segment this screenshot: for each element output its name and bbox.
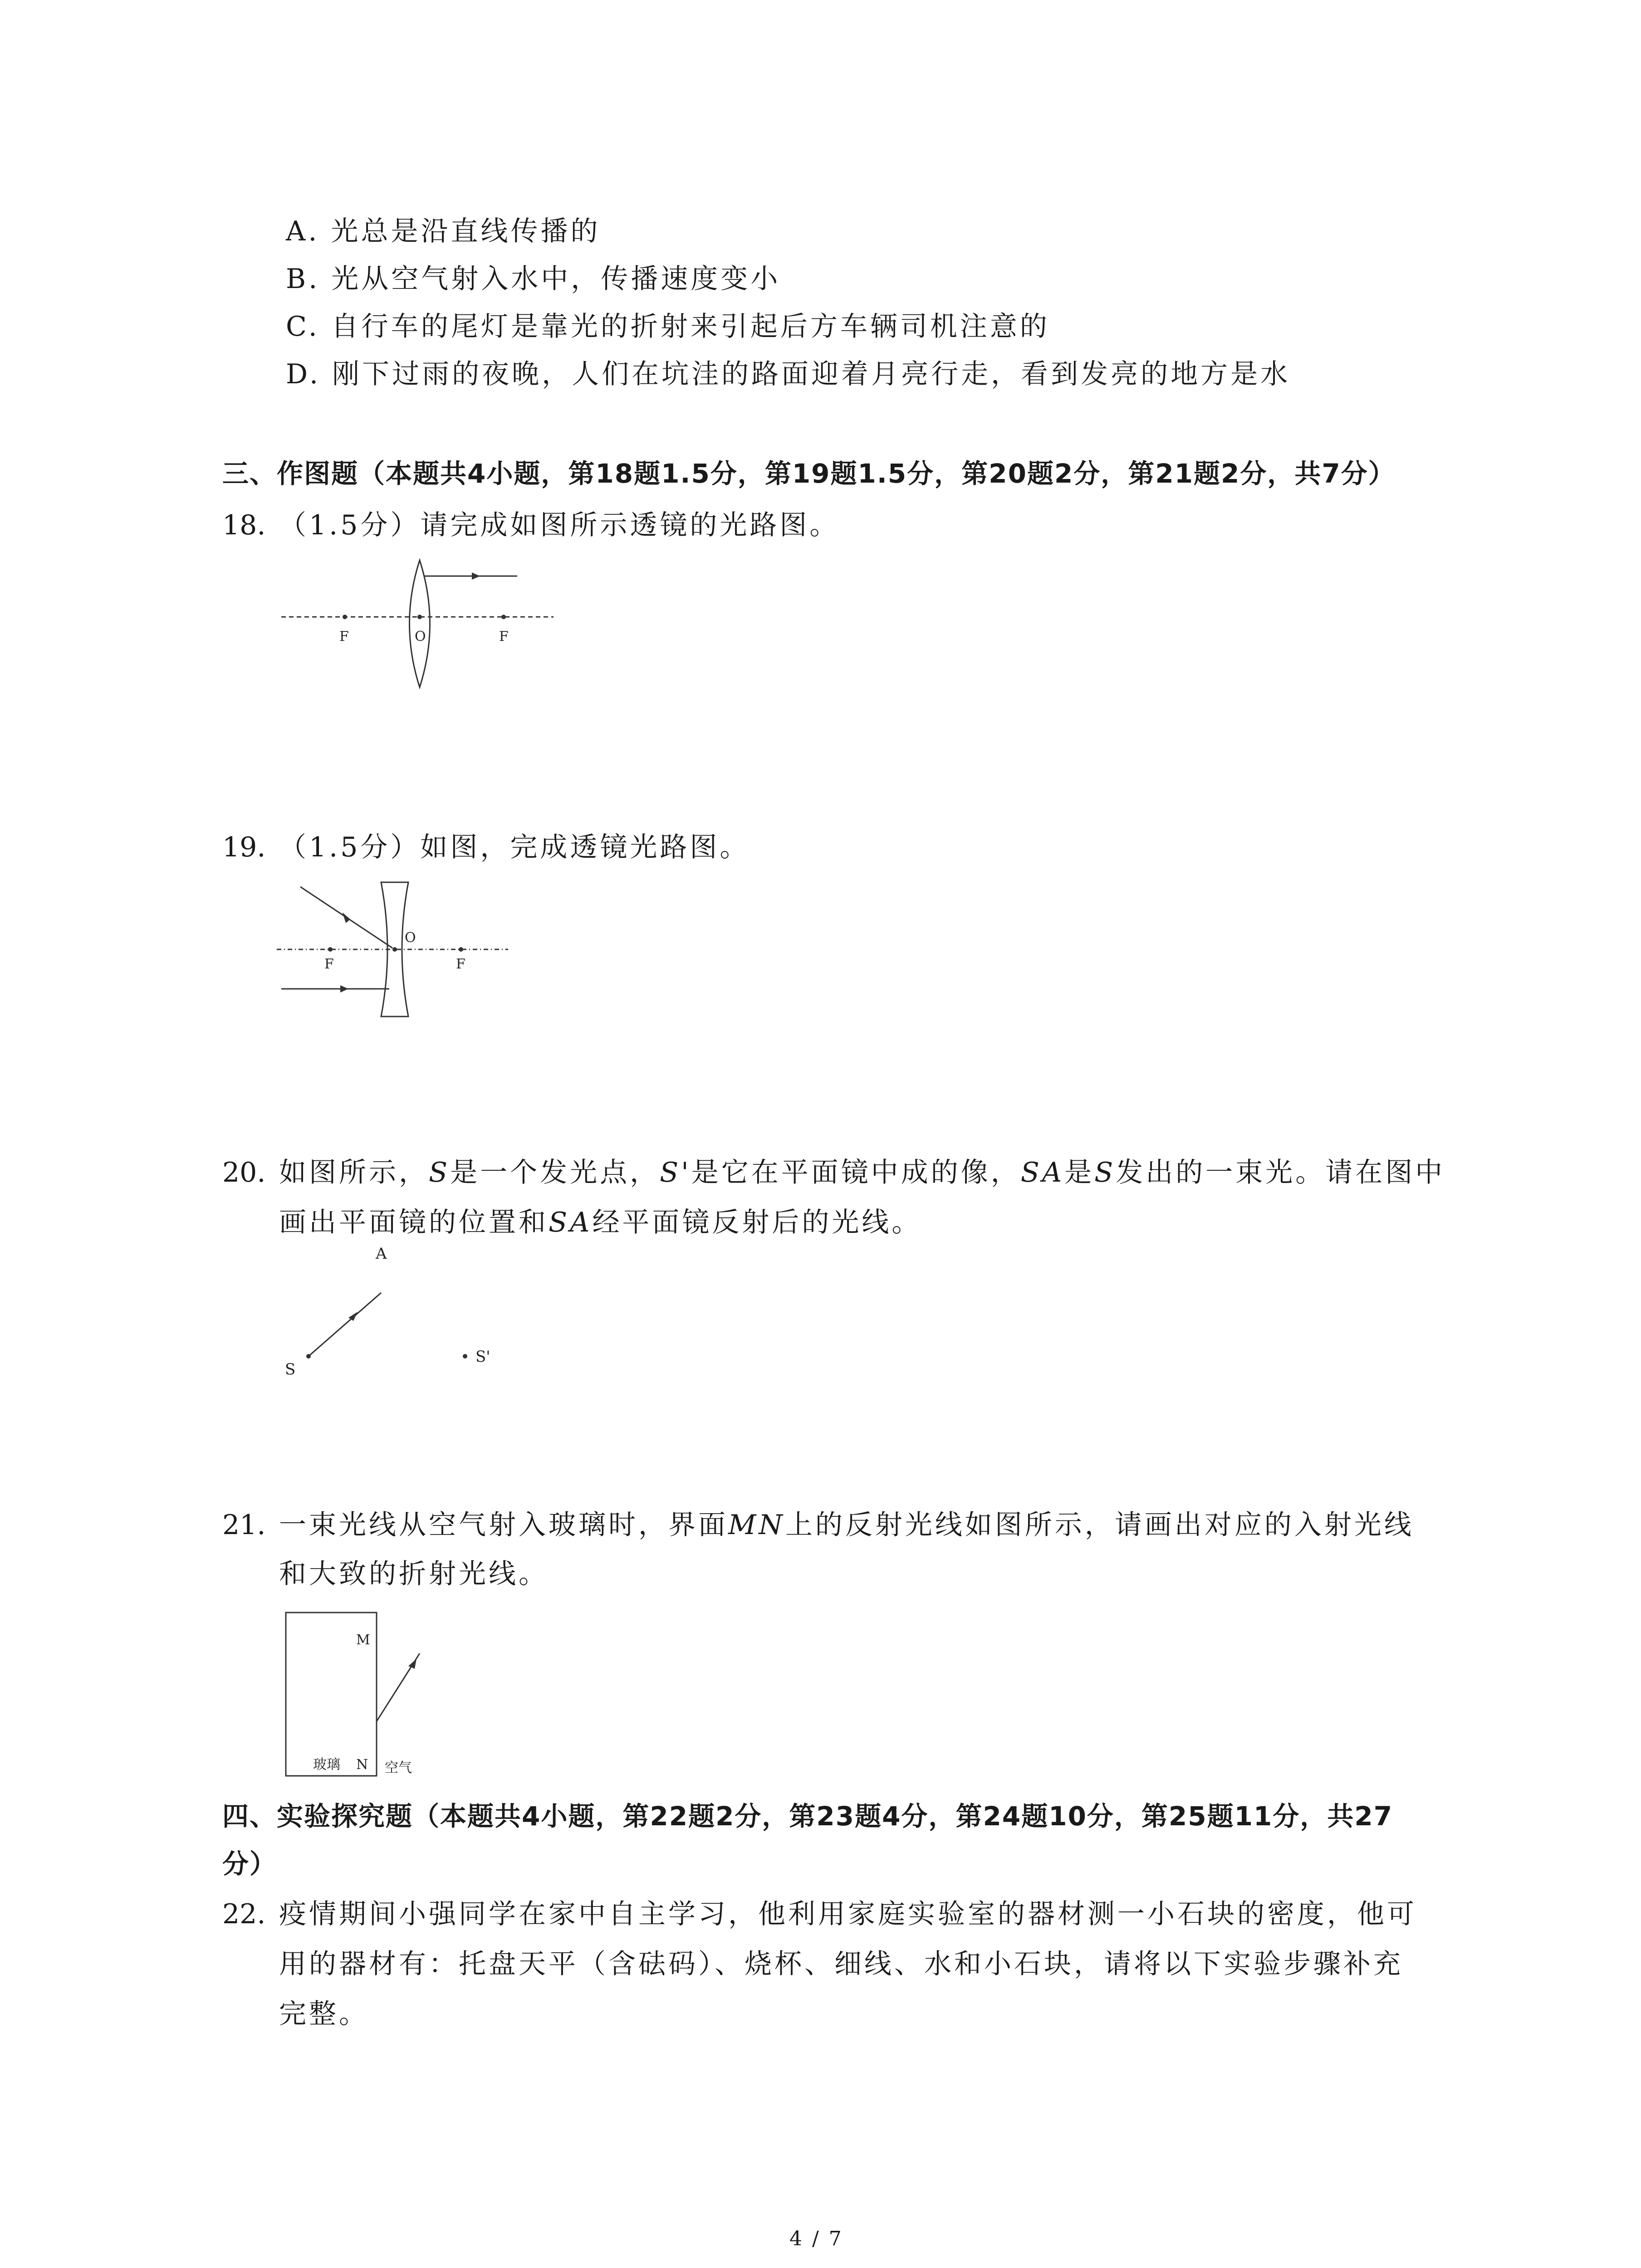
- q19-text: （1.5分）如图，完成透镜光路图。: [279, 831, 750, 863]
- q21-number: 21.: [222, 1509, 266, 1541]
- q18-label-f-right: F: [499, 629, 509, 645]
- q21-line-1: [279, 1511, 1414, 1539]
- q17-option-d: D. 刚下过雨的夜晚，人们在坑洼的路面迎着月亮行走，看到发亮的地方是水: [286, 358, 1291, 390]
- q20-label-s: S: [285, 1360, 296, 1378]
- q21-var-mn: MN: [728, 1509, 785, 1541]
- q18-convex-lens-figure: [272, 551, 567, 696]
- q20-line-2: [279, 1209, 921, 1236]
- q17-option-b: B. 光从空气射入水中，传播速度变小: [286, 263, 781, 295]
- page-number: 4 / 7: [789, 2227, 843, 2250]
- q22-line-1: 疫情期间小强同学在家中自主学习，他利用家庭实验室的器材测一小石块的密度，他可: [279, 1898, 1417, 1930]
- q22-number: 22.: [222, 1898, 266, 1930]
- q20-text-part: 经平面镜反射后的光线。: [592, 1207, 922, 1238]
- q20-line-1: [279, 1159, 1445, 1186]
- q20-plane-mirror-figure: [272, 1243, 508, 1388]
- q20-text-part: 是一个发光点，: [450, 1157, 660, 1188]
- q18-label-f-left: F: [339, 629, 349, 645]
- q21-refraction-figure: [281, 1608, 472, 1780]
- q20-label-a: A: [376, 1245, 387, 1263]
- q22-line-2: 用的器材有：托盘天平（含砝码）、烧杯、细线、水和小石块，请将以下实验步骤补充: [279, 1948, 1403, 1980]
- q20-text-part: 是: [1064, 1157, 1095, 1188]
- q21-label-m: M: [356, 1632, 370, 1648]
- q20-text-part: 如图所示，: [279, 1157, 429, 1188]
- q19-concave-lens-figure: [272, 869, 526, 1023]
- q21-label-air: 空气: [385, 1760, 412, 1776]
- q20-var-s: S: [429, 1157, 451, 1188]
- q18-number: 18.: [222, 509, 266, 541]
- q17-option-c: C. 自行车的尾灯是靠光的折射来引起后方车辆司机注意的: [286, 311, 1050, 342]
- q20-text-part: 发出的一束光。请在图中: [1116, 1157, 1445, 1188]
- q18-label-o: O: [415, 629, 426, 645]
- q19-label-f-right: F: [456, 956, 465, 972]
- q20-var-sa: SA: [549, 1207, 593, 1238]
- q21-text-part: 一束光线从空气射入玻璃时，界面: [279, 1509, 728, 1541]
- q22-line-3: 完整。: [279, 1998, 369, 2030]
- q20-text-part: 是它在平面镜中成的像，: [691, 1157, 1021, 1188]
- q21-text-part: 上的反射光线如图所示，请画出对应的入射光线: [785, 1509, 1414, 1541]
- q18-text: （1.5分）请完成如图所示透镜的光路图。: [279, 509, 840, 541]
- q20-var-s-image: S': [660, 1157, 691, 1188]
- q19-number: 19.: [222, 831, 266, 863]
- q20-var-s: S: [1094, 1157, 1116, 1188]
- q20-label-s-image: S': [475, 1348, 490, 1366]
- section-4-heading-line-1: 四、实验探究题（本题共4小题，第22题2分，第23题4分，第24题10分，第25题11分，共27: [222, 1801, 1393, 1832]
- q21-label-glass: 玻璃: [313, 1757, 340, 1773]
- section-4-heading-line-2: 分）: [222, 1848, 277, 1879]
- q20-number: 20.: [222, 1157, 266, 1188]
- q17-option-a: A. 光总是沿直线传播的: [286, 215, 601, 247]
- q19-label-o: O: [405, 930, 416, 946]
- q21-line-2: 和大致的折射光线。: [279, 1558, 549, 1590]
- q21-label-n: N: [356, 1757, 368, 1773]
- q19-label-f-left: F: [324, 956, 334, 972]
- q20-text-part: 画出平面镜的位置和: [279, 1207, 549, 1238]
- section-3-heading: 三、作图题（本题共4小题，第18题1.5分，第19题1.5分，第20题2分，第21题2分，共7分）: [222, 458, 1396, 489]
- q20-var-sa: SA: [1020, 1157, 1065, 1188]
